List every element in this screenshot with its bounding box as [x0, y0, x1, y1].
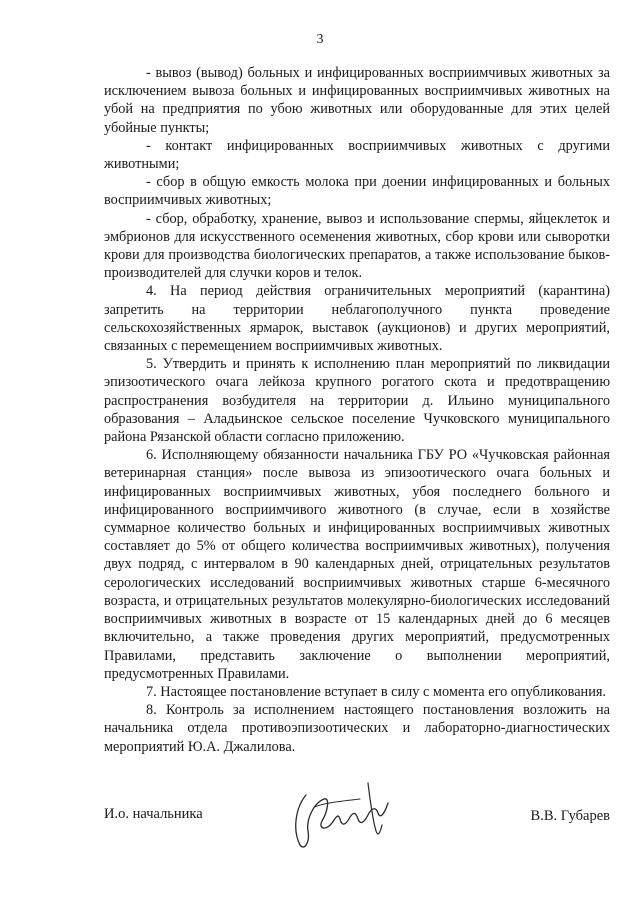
- document-body: [104, 64, 610, 756]
- paragraph-item-8: 8. Контроль за исполнением настоящего постановления возложить на начальника отдела противоэпизоотических и лабораторно-диагностических мероприятий Ю.А. Джалилова.: [104, 702, 610, 755]
- page-number: 3: [316, 32, 324, 47]
- paragraph-ban-semen: - сбор, обработку, хранение, вывоз и использование спермы, яйцеклеток и эмбрионов для искусственного осеменения животных, сбор крови или сыворотки крови для производства биологических препаратов, а также использование быков-производителей для случки коров и телок.: [104, 210, 610, 282]
- paragraph-item-7: 7. Настоящее постановление вступает в силу с момента его опубликования.: [146, 683, 606, 700]
- signatory-name: В.В. Губарев: [530, 808, 610, 824]
- signatory-title: И.о. начальника: [104, 806, 203, 822]
- paragraph-item-6: 6. Исполняющему обязанности начальника ГБУ РО «Чучковская районная ветеринарная станция» после вывоза из эпизоотического очага больных и инфицированных восприимчивых животных, убоя последнего больного и инфицированного восприимчивого животного (в случае, если в хозяйстве суммарное количество больных и инфицированных восприимчивых животных составляет до 5% от общего количества восприимчивых животных), получения двух подряд, с интервалом в 90 календарных дней, отрицательных результатов серологических исследований восприимчивых животных старше 6-месячного возраста, и отрицательных результатов молекулярно-биологических исследований восприимчивых животных в возрасте от 15 календарных дней до 6 месяцев включительно, а также проведения других мероприятий, предусмотренных Правилами, представить заключение о выполнении мероприятий, предусмотренных Правилами.: [104, 447, 610, 682]
- signature-block: [104, 805, 610, 865]
- handwritten-signature: [284, 773, 394, 853]
- paragraph-item-5: 5. Утвердить и принять к исполнению план мероприятий по ликвидации эпизоотического очага лейкоза крупного рогатого скота и предотвращению распространения возбудителя на территории д. Ильино муниципального образования – Аладьинское сельское поселение Чучковского муниципального района Рязанской области согласно приложению.: [104, 356, 610, 446]
- paragraph-ban-removal: - вывоз (вывод) больных и инфицированных восприимчивых животных за исключением вывоза больных и инфицированных восприимчивых животных на убой на предприятия по убою животных или оборудованные для этих целей убойные пункты;: [104, 65, 610, 136]
- paragraph-ban-contact: - контакт инфицированных восприимчивых животных с другими животными;: [104, 137, 610, 173]
- paragraph-item-4: 4. На период действия ограничительных мероприятий (карантина) запретить на территории неблагополучного пункта проведение сельскохозяйственных ярмарок, выставок (аукционов) и других мероприятий, связанных с перемещением восприимчивых животных.: [104, 283, 610, 355]
- paragraph-ban-milk: - сбор в общую емкость молока при доении инфицированных и больных восприимчивых животных;: [104, 174, 610, 209]
